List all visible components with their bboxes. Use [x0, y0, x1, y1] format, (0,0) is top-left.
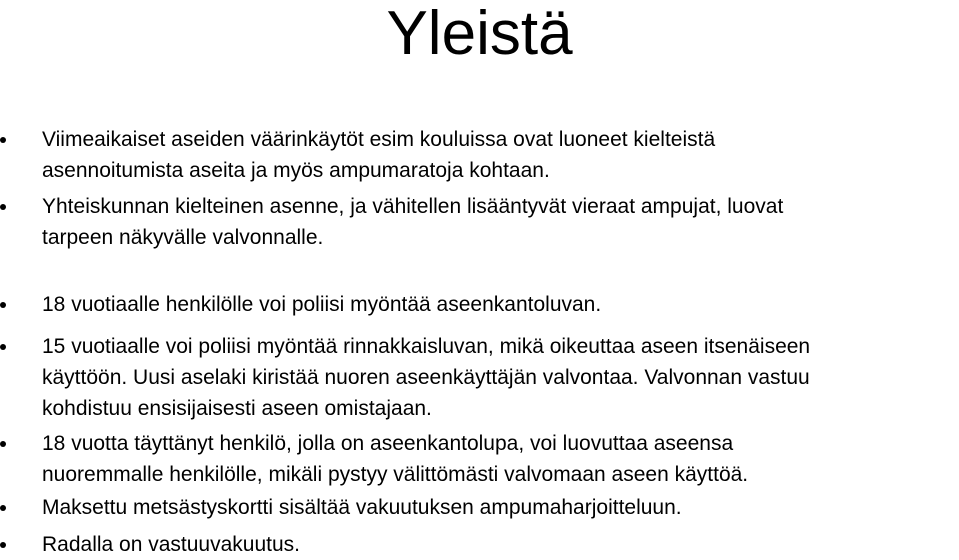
- bullet-line: Viimeaikaiset aseiden väärinkäytöt esim kouluissa ovat luoneet kielteistä: [42, 128, 716, 151]
- bullet-text: [42, 191, 957, 253]
- bullet-dot-icon: [0, 505, 6, 511]
- bullet-text: [42, 289, 957, 320]
- bullet-line: 18 vuotta täyttänyt henkilö, jolla on aseenkantolupa, voi luovuttaa aseensa: [42, 432, 734, 455]
- bullet-line: Yhteiskunnan kielteinen asenne, ja vähitellen lisääntyvät vieraat ampujat, luovat: [42, 195, 784, 218]
- bullet-line: 18 vuotiaalle henkilölle voi poliisi myöntää aseenkantoluvan.: [42, 293, 602, 316]
- bullet-line: kohdistuu ensisijaisesti aseen omistajaan.: [42, 397, 432, 420]
- bullet-dot-icon: [0, 542, 6, 548]
- bullet-text: [42, 124, 957, 186]
- bullet-line: 15 vuotiaalle voi poliisi myöntää rinnakkaisluvan, mikä oikeuttaa aseen itsenäiseen: [42, 335, 811, 358]
- bullet-text: [42, 492, 957, 523]
- bullet-dot-icon: [0, 204, 6, 210]
- bullet-line: käyttöön. Uusi aselaki kiristää nuoren aseenkäyttäjän valvontaa. Valvonnan vastuu: [42, 366, 810, 389]
- bullet-dot-icon: [0, 441, 6, 447]
- bullet-line: nuoremmalle henkilölle, mikäli pystyy välittömästi valvomaan aseen käyttöä.: [42, 463, 749, 486]
- bullet-dot-icon: [0, 137, 6, 143]
- bullet-line: Maksettu metsästyskortti sisältää vakuutuksen ampumaharjoitteluun.: [42, 496, 682, 519]
- bullet-line: asennoitumista aseita ja myös ampumaratoja kohtaan.: [42, 159, 550, 182]
- bullet-text: [42, 331, 957, 424]
- bullet-text: [42, 529, 957, 560]
- bullet-text: [42, 428, 957, 490]
- bullet-dot-icon: [0, 344, 6, 350]
- bullet-dot-icon: [0, 302, 6, 308]
- slide-title: Yleistä: [386, 0, 573, 68]
- bullet-line: tarpeen näkyvälle valvonnalle.: [42, 226, 324, 249]
- bullet-line: Radalla on vastuuvakuutus.: [42, 533, 300, 556]
